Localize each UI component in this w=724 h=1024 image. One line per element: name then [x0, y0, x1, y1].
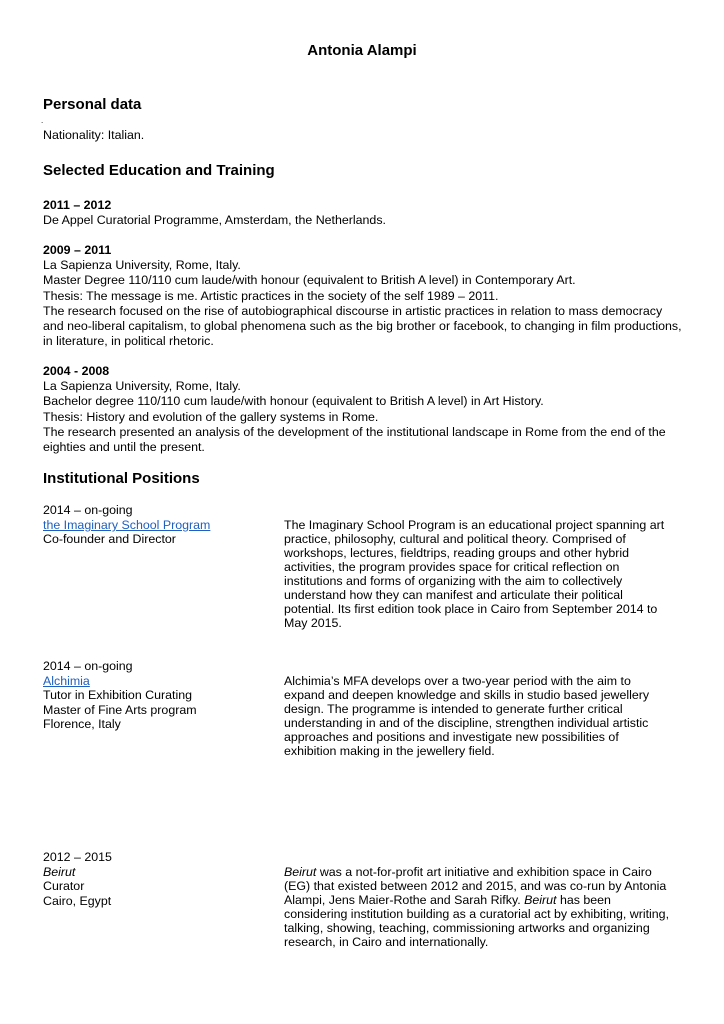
education-line: The research presented an analysis of the development of the institutional landscape in Rome from the end of the eighties and until the present. — [43, 424, 666, 455]
position-role: Curator — [43, 879, 85, 894]
position-info — [43, 503, 273, 547]
imaginary-school-link[interactable]: the Imaginary School Program — [43, 518, 211, 533]
education-entry — [43, 243, 683, 349]
education-line: Bachelor degree 110/110 cum laude/with honour (equivalent to British A level) in Art History. — [43, 394, 544, 409]
position-info — [43, 850, 273, 908]
education-line: The research focused on the rise of autobiographical discourse in artistic practices in relation to mass democracy and neo-liberal capitalism, to global phenomena such as the big brother or facebook, to changing in film productions, in literature, in political rhetoric. — [43, 303, 682, 349]
position-description: The Imaginary School Program is an educational project spanning art practice, philosophy, cultural and political theory. Comprised of workshops, lectures, fieldtrips, reading groups and other hybrid activities, the program provides space for critical reflection on institutions and forms of organizing with the aim to collectively understand how they can manifest and articulate their political potential. Its first edition took place in Cairo from September 2014 to May 2015. — [284, 518, 665, 630]
position-location: Florence, Italy — [43, 716, 121, 731]
education-line: Thesis: History and evolution of the gallery systems in Rome. — [43, 409, 379, 424]
positions-heading: Institutional Positions — [43, 470, 200, 487]
position-years: 2012 – 2015 — [43, 850, 112, 864]
description-italic: Beirut — [284, 865, 317, 879]
bullet-mark: . — [41, 116, 44, 125]
personal-data-heading: Personal data — [43, 96, 142, 113]
education-years: 2009 – 2011 — [43, 243, 112, 257]
position-description: Alchimia’s MFA develops over a two-year period with the aim to expand and deepen knowledge and skills in studio based jewellery design. The programme is intended to generate further critical understanding in and of the discipline, strengthen individual artistic approaches and positions and investigate new possibilities of exhibition making in the jewellery field. — [284, 674, 650, 758]
education-line: Master Degree 110/110 cum laude/with honour (equivalent to British A level) in Contemporary Art. — [43, 273, 576, 288]
education-entry — [43, 198, 683, 228]
position-info — [43, 659, 273, 731]
nationality-text: Nationality: Italian. — [43, 128, 145, 142]
alchimia-link[interactable]: Alchimia — [43, 674, 90, 689]
education-years: 2004 - 2008 — [43, 364, 110, 378]
description-text: has been considering institution building as a curatorial act by exhibiting, writing, talking, showing, teaching, commissioning artworks and organizing research, in Cairo and internationally. — [284, 893, 670, 949]
education-line: La Sapienza University, Rome, Italy. — [43, 379, 241, 394]
position-location: Cairo, Egypt — [43, 893, 112, 908]
education-heading: Selected Education and Training — [43, 162, 275, 179]
position-program: Master of Fine Arts program — [43, 702, 197, 717]
education-line: De Appel Curatorial Programme, Amsterdam, the Netherlands. — [43, 213, 386, 228]
education-entry — [43, 364, 683, 455]
position-role: Tutor in Exhibition Curating — [43, 688, 192, 703]
description-text: was a not-for-profit art initiative and exhibition space in Cairo (EG) that existed between 2012 and 2015, and was co-run by Antonia Alampi, Jens Maier-Rothe and Sarah Rifky. — [284, 865, 667, 907]
position-years: 2014 – on-going — [43, 503, 133, 517]
position-role: Co-founder and Director — [43, 532, 176, 547]
description-italic: Beirut — [524, 893, 557, 907]
education-line: La Sapienza University, Rome, Italy. — [43, 258, 241, 273]
document-title: Antonia Alampi — [307, 42, 417, 59]
position-org: Beirut — [43, 865, 76, 880]
education-line: Thesis: The message is me. Artistic practices in the society of the self 1989 – 2011. — [43, 288, 499, 303]
education-years: 2011 – 2012 — [43, 198, 112, 212]
position-years: 2014 – on-going — [43, 659, 133, 673]
position-description — [284, 865, 674, 949]
